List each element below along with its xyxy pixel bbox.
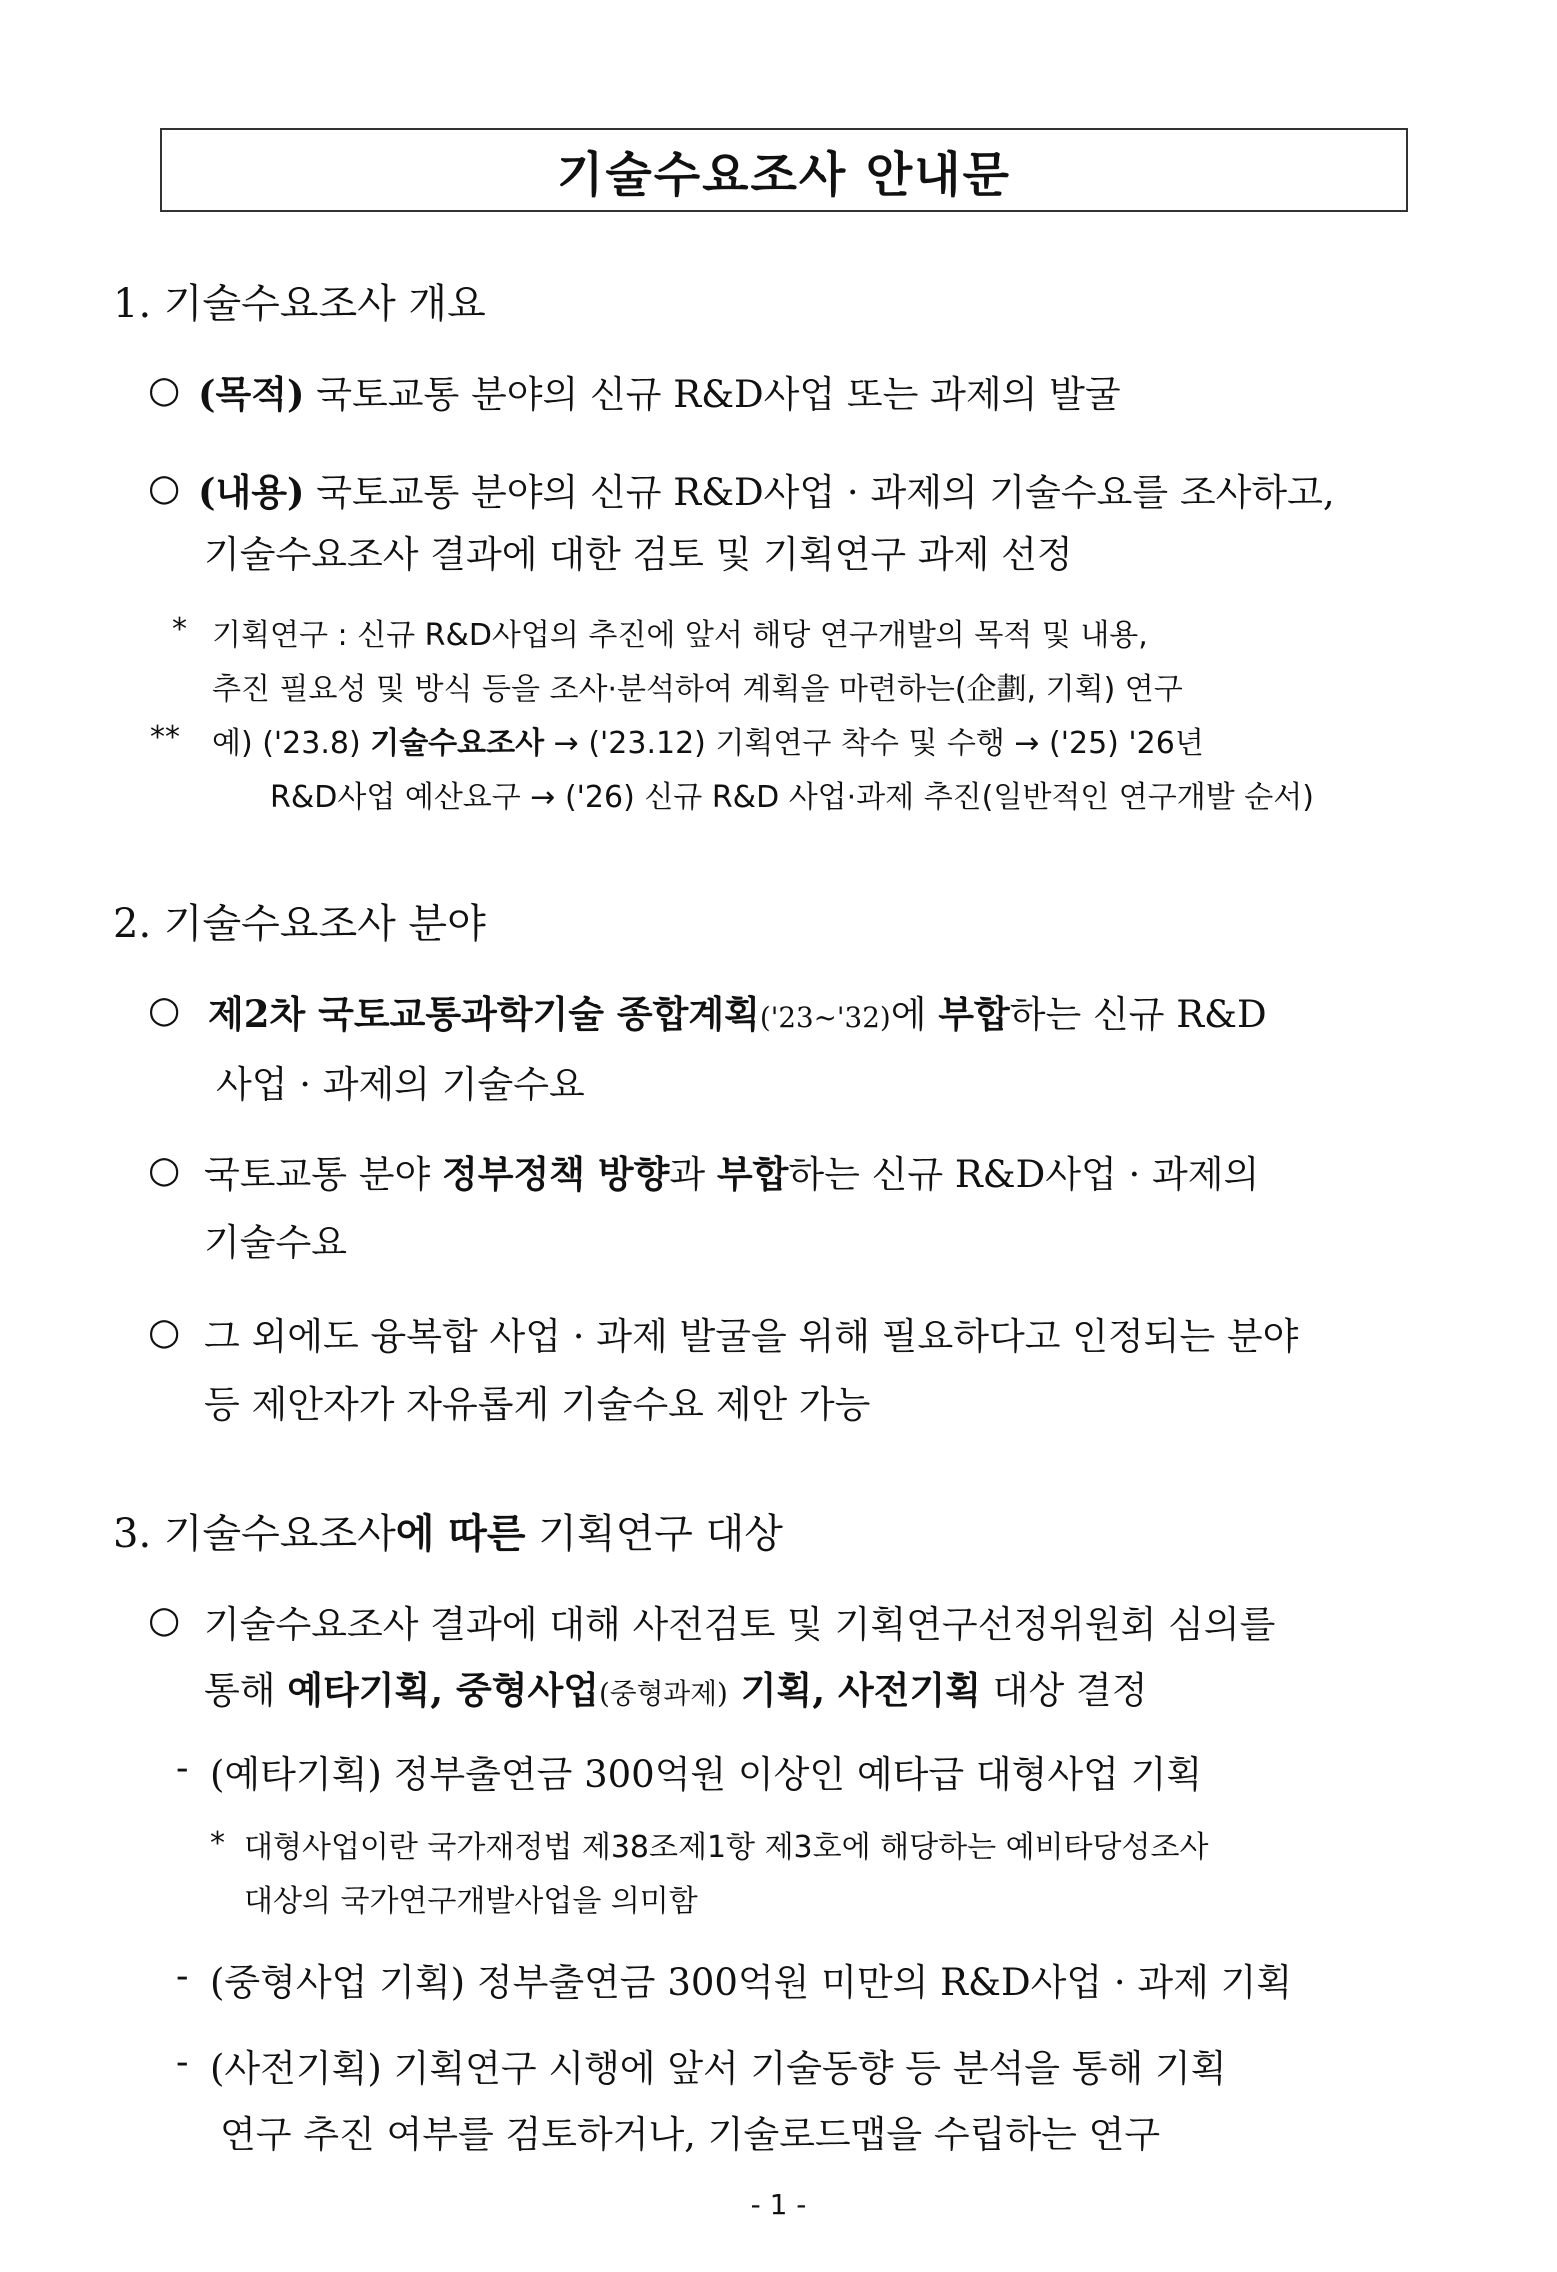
s2-b3-line2: 등 제안자가 자유롭게 기술수요 제안 가능 [204,1383,871,1426]
dash-mark: - [176,1746,189,1789]
s2-b2-bold2: 부합 [716,1152,789,1196]
s1-purpose-line [198,364,1121,418]
s3-b1-l2-post: 대상 결정 [980,1669,1148,1712]
s3-heading-pre: 3. 기술수요조사 [113,1511,396,1557]
s1-content-line2: 기술수요조사 결과에 대한 검토 및 기획연구 과제 선정 [204,533,1073,576]
section-1-heading: 1. 기술수요조사 개요 [113,281,486,327]
s3-d1-note-line2: 대상의 국가연구개발사업을 의미함 [244,1884,698,1919]
s1-note2-line2: R&D사업 예산요구 → ('26) 신규 R&D 사업·과제 추진(일반적인 연구개발 순서) [270,780,1314,815]
title-box [160,128,1408,212]
s2-b1-bold2: 부합 [938,992,1010,1036]
section-3-heading [113,1502,783,1559]
bullet-mark: ○ [148,1598,181,1641]
s1-content-line1 [198,462,1335,516]
s2-b1-bold: 제2차 국토교통과학기술 종합계획 [208,992,760,1036]
s2-b1-line2: 사업 · 과제의 기술수요 [216,1063,585,1106]
s2-b2-mid: 과 [669,1153,717,1196]
page-title: 기술수요조사 안내문 [556,146,1012,203]
s2-b1-line1 [208,984,1267,1038]
footnote-star: * [172,612,187,647]
s3-heading-post: 기획연구 대상 [525,1511,783,1557]
s3-heading-bold: 에 따른 [395,1510,526,1557]
footnote-double-star: ** [150,720,180,755]
s1-purpose-text: 국토교통 분야의 신규 R&D사업 또는 과제의 발굴 [304,373,1121,416]
s3-b1-l2-bold2: 기획, 사전기획 [727,1668,981,1712]
s2-b2-post: 하는 신규 R&D사업 · 과제의 [788,1153,1260,1196]
s1-content-text: 국토교통 분야의 신규 R&D사업 · 과제의 기술수요를 조사하고, [304,471,1335,514]
s3-d3-line2: 연구 추진 여부를 검토하거나, 기술로드맵을 수립하는 연구 [220,2113,1161,2156]
s2-b2-line1 [204,1144,1259,1198]
s1-note1-line2: 추진 필요성 및 방식 등을 조사·분석하여 계획을 마련하는(企劃, 기획) 연구 [212,672,1183,707]
s1-content-label: (내용) [198,470,305,514]
s3-b1-line2 [204,1660,1147,1714]
s3-d3-line1: (사전기획) 기획연구 시행에 앞서 기술동향 등 분석을 통해 기획 [210,2047,1227,2090]
s3-d1: (예타기획) 정부출연금 300억원 이상인 예타급 대형사업 기획 [210,1753,1203,1796]
bullet-mark: ○ [148,1310,181,1353]
bullet-mark: ○ [148,988,181,1031]
s2-b2-line2: 기술수요 [204,1221,347,1264]
s1-note1-line1: 기획연구 : 신규 R&D사업의 추진에 앞서 해당 연구개발의 목적 및 내용, [212,618,1148,653]
s1-note2-bold: 기술수요조사 [370,726,545,761]
s2-b3-line1: 그 외에도 융복합 사업 · 과제 발굴을 위해 필요하다고 인정되는 분야 [204,1315,1299,1358]
s1-note2-line1 [212,718,1204,762]
s1-note2-pre: 예) ('23.8) [212,726,371,761]
dash-mark: - [176,2040,189,2083]
s1-note2-post: → ('23.12) 기획연구 착수 및 수행 → ('25) '26년 [544,726,1204,761]
s3-b1-l2-small: (중형과제) [598,1677,728,1710]
s2-b2-pre: 국토교통 분야 [204,1153,442,1196]
s3-b1-l2-bold1: 예타기획, 중형사업 [287,1668,599,1712]
s3-d2: (중형사업 기획) 정부출연금 300억원 미만의 R&D사업 · 과제 기획 [210,1961,1293,2004]
bullet-mark: ○ [148,368,181,411]
page-number: - 1 - [750,2188,807,2221]
footnote-star: * [210,1826,225,1861]
section-2-heading: 2. 기술수요조사 분야 [113,901,486,947]
bullet-mark: ○ [148,1148,181,1191]
s2-b2-bold: 정부정책 방향 [441,1152,670,1196]
dash-mark: - [176,1954,189,1997]
s3-d1-note-line1: 대형사업이란 국가재정법 제38조제1항 제3호에 해당하는 예비타당성조사 [244,1830,1209,1865]
s2-b1-text-a: 에 [890,993,939,1036]
s2-b1-text-b: 하는 신규 R&D [1009,993,1267,1036]
s1-purpose-label: (목적) [198,372,305,416]
s3-b1-line1: 기술수요조사 결과에 대해 사전검토 및 기획연구선정위원회 심의를 [204,1603,1276,1646]
s3-b1-l2-pre: 통해 [204,1669,288,1712]
bullet-mark: ○ [148,466,181,509]
s2-b1-small: ('23~'32) [759,1001,891,1034]
